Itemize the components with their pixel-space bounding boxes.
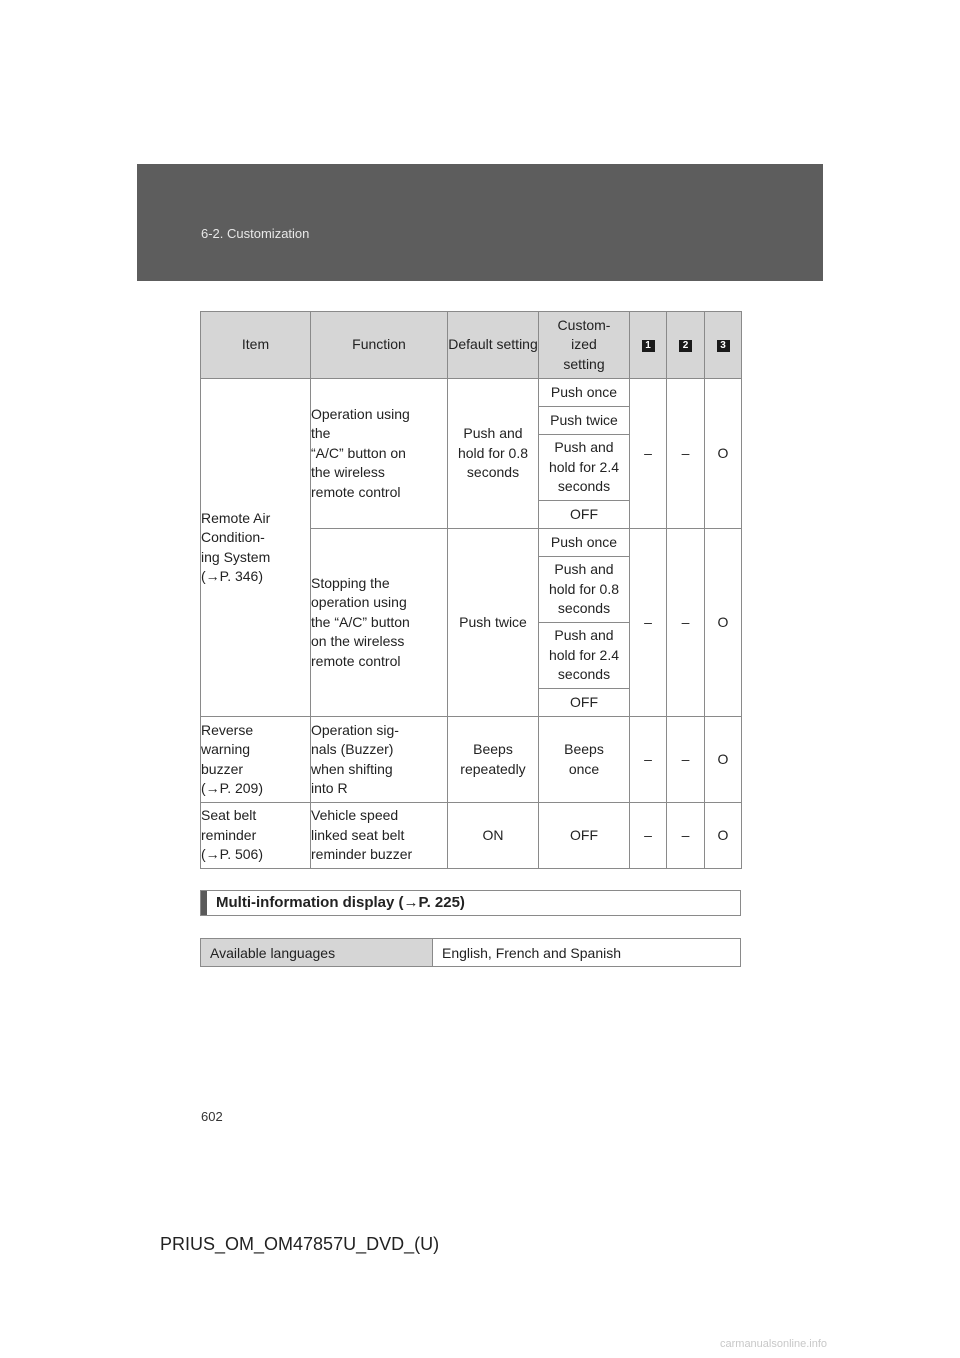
custom-reverse-buzzer: Beeps once [539, 717, 630, 803]
option-push-once: Push once [539, 529, 630, 557]
default-remote-stopping: Push twice [448, 529, 539, 717]
default-seatbelt-reminder: ON [448, 803, 539, 869]
function-reverse-buzzer: Operation sig- nals (Buzzer) when shifting into R [311, 717, 448, 803]
languages-value: English, French and Spanish [433, 939, 741, 967]
mode-2-badge: 2 [679, 340, 692, 352]
heading-accent-bar [201, 891, 207, 915]
mode-1-badge: 1 [642, 340, 655, 352]
option-off: OFF [539, 689, 630, 717]
mark-2: – [667, 803, 705, 869]
col-header-mode-1 [630, 312, 667, 379]
col-header-mode-2 [667, 312, 705, 379]
multi-info-heading [200, 890, 741, 916]
default-reverse-buzzer: Beeps repeatedly [448, 717, 539, 803]
page-number: 602 [201, 1109, 223, 1124]
multi-info-title: Multi-information display (→P. 225) [216, 894, 465, 911]
mark-3: O [705, 529, 742, 717]
customization-table [200, 311, 742, 869]
function-seatbelt-reminder: Vehicle speed linked seat belt reminder buzzer [311, 803, 448, 869]
col-header-item: Item [201, 312, 311, 379]
section-title: 6-2. Customization [201, 226, 310, 241]
function-remote-operation: Operation using the “A/C” button on the wireless remote control [311, 379, 448, 529]
option-hold-2-4: Push and hold for 2.4 seconds [539, 435, 630, 501]
watermark: carmanualsonline.info [720, 1338, 828, 1350]
col-header-mode-3 [705, 312, 742, 379]
option-hold-2-4: Push and hold for 2.4 seconds [539, 623, 630, 689]
option-off: OFF [539, 501, 630, 529]
option-hold-0-8: Push and hold for 0.8 seconds [539, 557, 630, 623]
languages-table [200, 938, 741, 967]
mark-2: – [667, 379, 705, 529]
item-remote-ac: Remote Air Condition- ing System (→P. 346) [201, 379, 311, 717]
mark-1: – [630, 803, 667, 869]
mark-3: O [705, 379, 742, 529]
option-push-once: Push once [539, 379, 630, 407]
section-header-bar [137, 164, 823, 281]
mark-3: O [705, 803, 742, 869]
mark-2: – [667, 717, 705, 803]
table-header-row [201, 312, 742, 379]
table-row [201, 379, 742, 407]
option-push-twice: Push twice [539, 407, 630, 435]
mark-1: – [630, 717, 667, 803]
col-header-function: Function [311, 312, 448, 379]
item-reverse-buzzer: Reverse warning buzzer (→P. 209) [201, 717, 311, 803]
mark-2: – [667, 529, 705, 717]
languages-label: Available languages [201, 939, 433, 967]
item-seatbelt-reminder: Seat belt reminder (→P. 506) [201, 803, 311, 869]
mark-1: – [630, 379, 667, 529]
function-remote-stopping: Stopping the operation using the “A/C” button on the wireless remote control [311, 529, 448, 717]
table-row [201, 939, 741, 967]
default-remote-operation: Push and hold for 0.8 seconds [448, 379, 539, 529]
custom-seatbelt-reminder: OFF [539, 803, 630, 869]
table-row [201, 717, 742, 803]
mark-3: O [705, 717, 742, 803]
document-code: PRIUS_OM_OM47857U_DVD_(U) [160, 1234, 440, 1254]
mode-3-badge: 3 [717, 340, 730, 352]
mark-1: – [630, 529, 667, 717]
table-row [201, 803, 742, 869]
col-header-default: Default setting [448, 312, 539, 379]
col-header-custom: Custom- ized setting [539, 312, 630, 379]
